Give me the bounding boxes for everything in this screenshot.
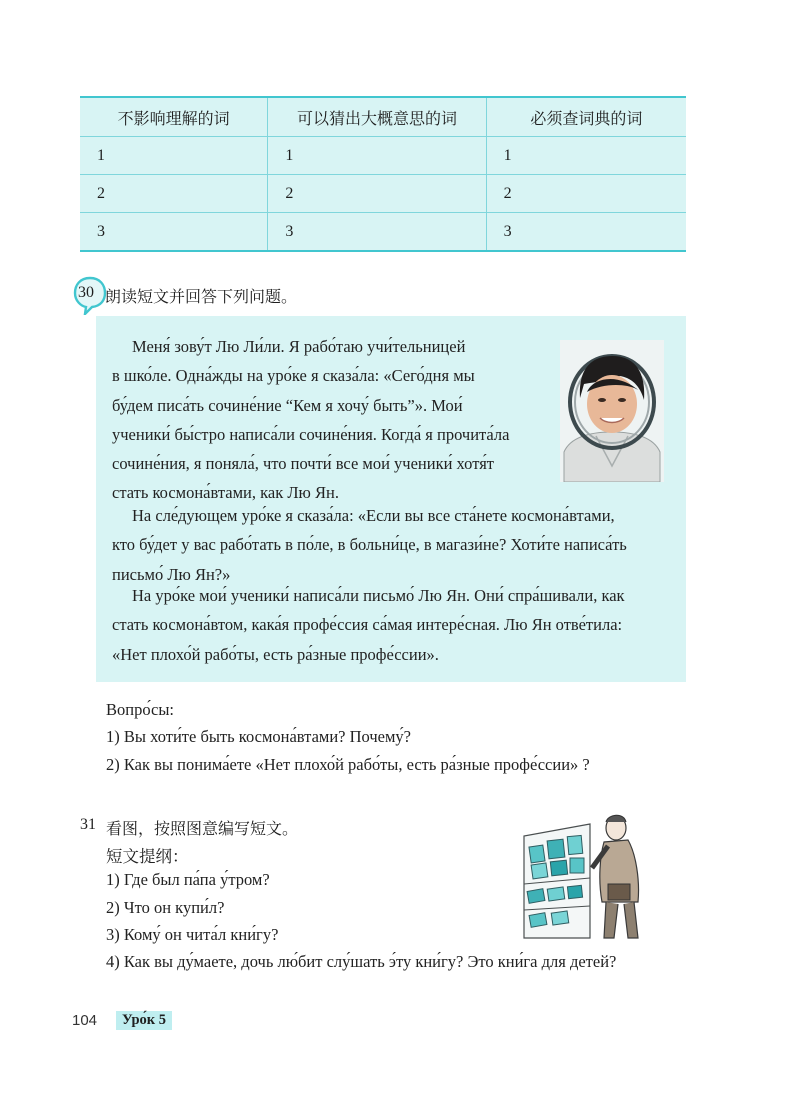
table-row bbox=[80, 137, 686, 175]
question-2: 2) Как вы понима́ете «Нет плохо́й рабо́ты, есть ра́зные профе́ссии» ? bbox=[106, 755, 590, 774]
table-cell: 3 bbox=[486, 213, 686, 252]
questions-label: Вопро́сы: bbox=[106, 700, 174, 719]
column-header: 必须查词典的词 bbox=[486, 97, 686, 137]
astronaut-photo bbox=[560, 340, 664, 482]
reading-paragraph-1: Меня́ зову́т Лю Ли́ли. Я рабо́таю учи́тельницей в шко́ле. Одна́жды на уро́ке я сказа́ла: «Сего́дня мы бу́дем писа́ть сочине́ние “Кем я хочу́ быть”». Мои́ ученики́ бы́стро написа́ли сочине́ния. Когда́ я прочита́ла сочине́ния, я поняла́, что почти́ все мои́ ученики́ хотя́т стать космона́втами, как Лю Ян. bbox=[112, 337, 510, 503]
outline-item-3: 3) Кому́ он чита́л кни́гу? bbox=[106, 925, 279, 944]
table-header-row bbox=[80, 97, 686, 137]
outline-item-2: 2) Что он купи́л? bbox=[106, 898, 225, 917]
table-cell: 2 bbox=[80, 175, 268, 213]
reading-paragraph-2: На сле́дующем уро́ке я сказа́ла: «Если вы все ста́нете космона́втами, кто бу́дет у вас рабо́тать в по́ле, в больни́це, в магази́не? Хоти́те написа́ть письмо́ Лю Ян?» bbox=[112, 506, 627, 584]
page-number: 104 bbox=[72, 1012, 98, 1029]
lesson-badge: Уро́к 5 bbox=[116, 1011, 172, 1030]
outline-item-4: 4) Как вы ду́маете, дочь лю́бит слу́шать э́ту кни́гу? Это кни́га для детей? bbox=[106, 952, 617, 971]
exercise-31-number: 31 bbox=[80, 816, 96, 833]
question-1: 1) Вы хоти́те быть космона́втами? Почему́? bbox=[106, 727, 412, 746]
outline-item-1: 1) Где был па́па у́тром? bbox=[106, 870, 270, 889]
exercise-30-number: 30 bbox=[78, 284, 94, 301]
table-cell: 1 bbox=[80, 137, 268, 175]
table-cell: 2 bbox=[486, 175, 686, 213]
column-header: 不影响理解的词 bbox=[80, 97, 268, 137]
table-cell: 3 bbox=[268, 213, 486, 252]
table-cell: 1 bbox=[486, 137, 686, 175]
table-row bbox=[80, 175, 686, 213]
exercise-31-instruction: 看图，按照图意编写短文。 bbox=[106, 821, 299, 838]
column-header: 可以猜出大概意思的词 bbox=[268, 97, 486, 137]
table-cell: 3 bbox=[97, 222, 105, 240]
reading-paragraph-3: На уро́ке мои́ ученики́ написа́ли письмо́ Лю Ян. Они́ спра́шивали, как стать космона́втом, кака́я профе́ссия са́мая интере́сная. Лю Ян отве́тила: «Нет плохо́й рабо́ты, есть ра́зные профе́ссии». bbox=[112, 586, 625, 664]
table-row bbox=[80, 213, 686, 252]
outline-label: 短文提纲： bbox=[106, 847, 189, 866]
bookstore-illustration bbox=[520, 806, 652, 944]
vocabulary-table bbox=[80, 96, 686, 252]
table-cell: 1 bbox=[268, 137, 486, 175]
table-cell: 2 bbox=[268, 175, 486, 213]
exercise-30-instruction: 朗读短文并回答下列问题。 bbox=[105, 289, 298, 306]
